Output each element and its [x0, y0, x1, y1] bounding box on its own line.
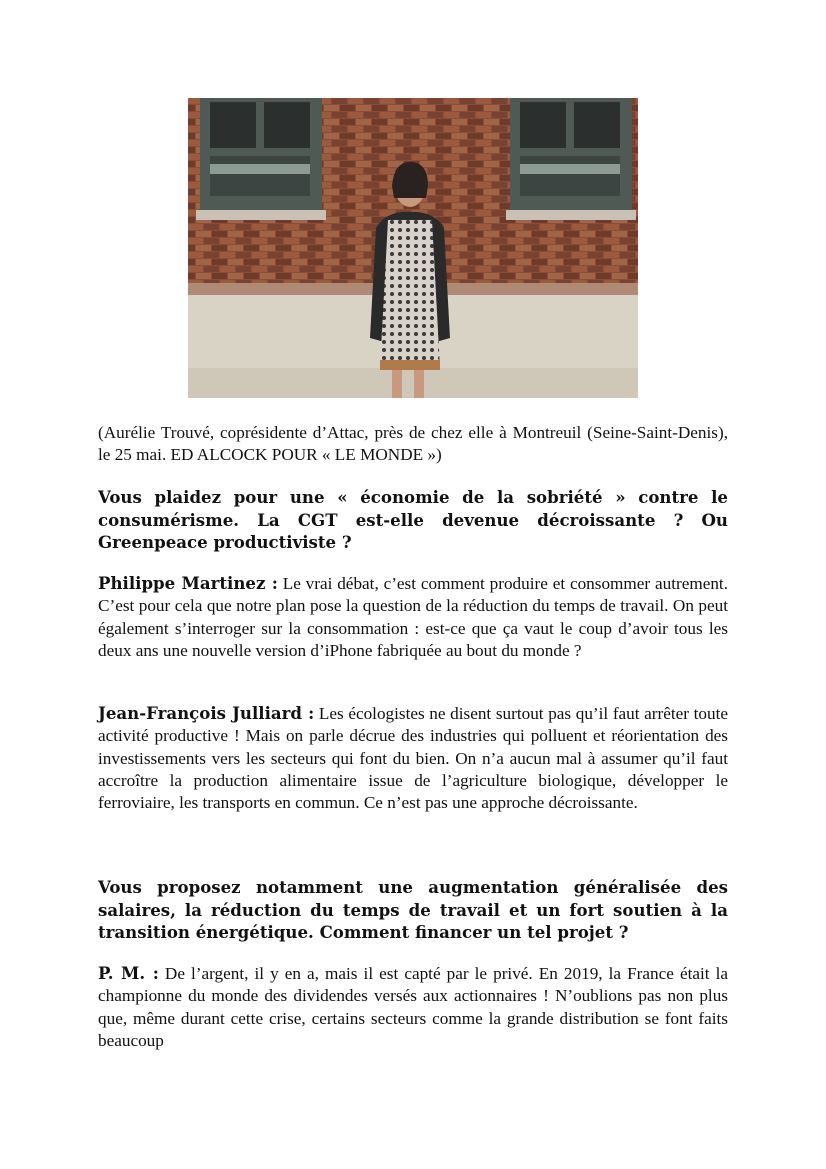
speaker-name: Philippe Martinez : [98, 573, 278, 593]
answer-text: Les écologistes ne disent surtout pas qu’il faut arrêter toute activité productive ! Mais on parle décrue des industries qui polluent et réorientation des investissements vers les secteurs qui font du bien. On n’a aucun mal à assumer qu’il faut accroître la production alimentaire issue de l’agriculture biologique, développer le ferroviaire, les transports en commun. Ce n’est pas une approche décroissante. [98, 704, 728, 813]
answer-text: Le vrai débat, c’est comment produire et consommer autrement. C’est pour cela que notre plan pose la question de la réduction du temps de travail. On peut également s’interroger sur la consommation : est-ce que ça vaut le coup d’avoir tous les deux ans une nouvelle version d’iPhone fabriquée au bout du monde ? [98, 574, 728, 660]
answer-3 [98, 962, 728, 1052]
speaker-name: Jean-François Julliard : [98, 703, 315, 723]
question-2: Vous proposez notamment une augmentation généralisée des salaires, la réduction du temps de travail et un fort soutien à la transition énergétique. Comment financer un tel projet ? [98, 877, 728, 943]
photo-illustration [188, 98, 638, 398]
answer-text: De l’argent, il y en a, mais il est capté par le privé. En 2019, la France était la championne du monde des dividendes versés aux actionnaires ! N’oublions pas non plus que, même durant cette crise, certains secteurs comme la grande distribution se font faits beaucoup [98, 964, 728, 1050]
article-photo [188, 98, 638, 398]
answer-1 [98, 572, 728, 662]
speaker-name: P. M. : [98, 963, 159, 983]
answer-2 [98, 702, 728, 814]
question-1: Vous plaidez pour une « économie de la sobriété » contre le consumérisme. La CGT est-elle devenue décroissante ? Ou Greenpeace productiviste ? [98, 487, 728, 553]
photo-caption: (Aurélie Trouvé, coprésidente d’Attac, près de chez elle à Montreuil (Seine-Saint-Denis), le 25 mai. ED ALCOCK POUR « LE MONDE ») [98, 423, 728, 465]
